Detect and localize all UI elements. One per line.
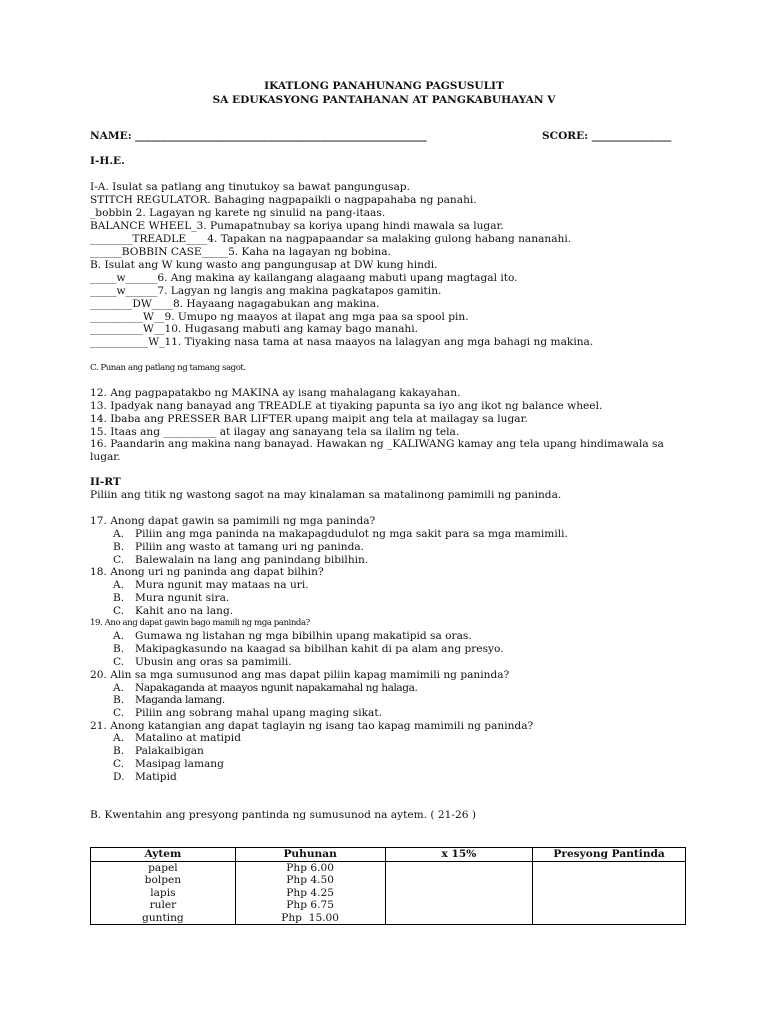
part-b-instruction: B. Isulat ang W kung wasto ang pangungusap at DW kung hindi. (90, 259, 438, 271)
part-b-item: ________DW____8. Hayaang nagagabukan ang makina. (90, 298, 380, 310)
part-c-item: 12. Ang pagpapatakbo ng MAKINA ay isang mahalagang kakayahan. (90, 387, 461, 399)
option-text: Maganda lamang. (135, 694, 225, 706)
option-text: Matipid (135, 771, 177, 783)
part-c-item: 15. Itaas ang __________ at ilagay ang sanayang tela sa ilalim ng tela. (90, 426, 460, 438)
option-text: Ubusin ang oras sa pamimili. (135, 656, 292, 668)
option-text: Mura ngunit sira. (135, 592, 230, 604)
column-header-aytem: Aytem (91, 848, 236, 862)
table-header-row (91, 848, 686, 862)
option-text: Piliin ang mga paninda na makapagdudulot ng mga sakit para sa mga mamimili. (135, 528, 568, 540)
question-17: 17. Anong dapat gawin sa pamimili ng mga paninda? (90, 515, 376, 527)
option-letter: B. (113, 745, 125, 757)
part-a-item: STITCH REGULATOR. Bahaging nagpapaikli o nagpapahaba ng panahi. (90, 194, 477, 206)
puhunan-value: Php 6.75 (286, 899, 334, 912)
option-letter: A. (113, 732, 125, 744)
item-name: ruler (149, 899, 177, 912)
option-letter: A. (113, 630, 125, 642)
part-a-item: ______BOBBIN CASE_____5. Kaha na lagayan ng bobina. (90, 246, 391, 258)
cell-x15-blank[interactable] (385, 862, 533, 925)
option-text: Kahit ano na lang. (135, 605, 234, 617)
puhunan-value: Php 15.00 (281, 911, 340, 924)
column-header-presyong-pantinda: Presyong Pantinda (533, 848, 686, 862)
part-b-item: _____w______7. Lagyan ng langis ang makina pagkatapos gamitin. (90, 285, 442, 297)
exam-title: IKATLONG PANAHUNANG PAGSUSULIT (264, 80, 504, 92)
cell-puhunan (235, 862, 385, 925)
score-field: SCORE: _______________ (542, 130, 672, 142)
part-c-item: 14. Ibaba ang PRESSER BAR LIFTER upang maipit ang tela at mailagay sa lugar. (90, 413, 528, 425)
option-text: Makipagkasundo na kaagad sa bibilhan kahit di pa alam ang presyo. (135, 643, 504, 655)
part-c-item: 16. Paandarin ang makina nang banayad. Hawakan ng _KALIWANG kamay ang tela upang hindimawala sa lugar. (90, 438, 664, 463)
option-letter: B. (113, 694, 125, 706)
question-21: 21. Anong katangian ang dapat taglayin ng isang tao kapag mamimili ng paninda? (90, 720, 534, 732)
part-a-item: ________TREADLE____4. Tapakan na nagpapaandar sa malaking gulong habang nananahi. (90, 233, 572, 245)
option-letter: C. (113, 605, 125, 617)
table-row (91, 862, 686, 925)
option-letter: A. (113, 528, 125, 540)
part-b-item: __________W__10. Hugasang mabuti ang kamay bago manahi. (90, 323, 418, 335)
part-c-item: 13. Ipadyak nang banayad ang TREADLE at tiyaking papunta sa iyo ang ikot ng balance wheel. (90, 400, 603, 412)
option-text: Piliin ang wasto at tamang uri ng paninda. (135, 541, 365, 553)
item-name: bolpen (144, 874, 182, 887)
option-letter: D. (113, 771, 125, 783)
part-c-instruction: C. Punan ang patlang ng tamang sagot. (90, 363, 246, 373)
option-letter: C. (113, 758, 125, 770)
option-text: Balewalain na lang ang panindang bibilhin. (135, 554, 369, 566)
part-b-item: __________W__9. Umupo ng maayos at ilapat ang mga paa sa spool pin. (90, 311, 469, 323)
option-text: Mura ngunit may mataas na uri. (135, 579, 309, 591)
option-letter: A. (113, 579, 125, 591)
puhunan-value: Php 4.25 (286, 886, 334, 899)
cell-presyong-pantinda-blank[interactable] (533, 862, 686, 925)
item-name: lapis (150, 886, 176, 899)
section-iirt-heading: II-RT (90, 476, 121, 488)
option-letter: C. (113, 554, 125, 566)
column-header-puhunan: Puhunan (235, 848, 385, 862)
option-letter: B. (113, 541, 125, 553)
section-iirt-instruction: Piliin ang titik ng wastong sagot na may kinalaman sa matalinong pamimili ng paninda. (90, 489, 562, 501)
part-a-instruction: I-A. Isulat sa patlang ang tinutukoy sa bawat pangungusap. (90, 181, 410, 193)
option-text: Gumawa ng listahan ng mga bibilhin upang makatipid sa oras. (135, 630, 472, 642)
column-header-x15: x 15% (385, 848, 533, 862)
part-b-item: _____w______6. Ang makina ay kailangang alagaang mabuti upang magtagal ito. (90, 272, 518, 284)
option-letter: C. (113, 707, 125, 719)
question-18: 18. Anong uri ng paninda ang dapat bilhin? (90, 566, 324, 578)
option-text: Palakaibigan (135, 745, 204, 757)
part-b-item: ___________W_11. Tiyaking nasa tama at nasa maayos na lalagyan ang mga bahagi ng makina. (90, 336, 594, 348)
option-letter: B. (113, 592, 125, 604)
question-20: 20. Alin sa mga sumusunod ang mas dapat piliin kapag mamimili ng paninda? (90, 669, 510, 681)
puhunan-value: Php 6.00 (286, 862, 334, 874)
part-a-item: _bobbin 2. Lagayan ng karete ng sinulid na pang-itaas. (90, 207, 386, 219)
question-19: 19. Ano ang dapat gawin bago mamili ng mga paninda? (90, 618, 310, 628)
item-name: papel (148, 862, 178, 874)
option-letter: A. (113, 682, 125, 694)
cell-items (91, 862, 236, 925)
exam-subtitle: SA EDUKASYONG PANTAHANAN AT PANGKABUHAYAN V (212, 94, 556, 106)
name-field: NAME: _______________________________________________________ (90, 130, 427, 142)
option-text: Napakaganda at maayos ngunit napakamahal ng halaga. (135, 682, 418, 694)
part-a-item: BALANCE WHEEL_3. Pumapatnubay sa koriya upang hindi mawala sa lugar. (90, 220, 504, 232)
option-text: Piliin ang sobrang mahal upang maging sikat. (135, 707, 382, 719)
part-b2-instruction: B. Kwentahin ang presyong pantinda ng sumusunod na aytem. ( 21-26 ) (90, 809, 476, 821)
puhunan-value: Php 4.50 (286, 874, 334, 887)
section-ihe-heading: I-H.E. (90, 155, 125, 167)
option-letter: C. (113, 656, 125, 668)
item-name: gunting (142, 911, 184, 924)
option-text: Masipag lamang (135, 758, 224, 770)
option-text: Matalino at matipid (135, 732, 241, 744)
price-table (90, 847, 686, 925)
option-letter: B. (113, 643, 125, 655)
